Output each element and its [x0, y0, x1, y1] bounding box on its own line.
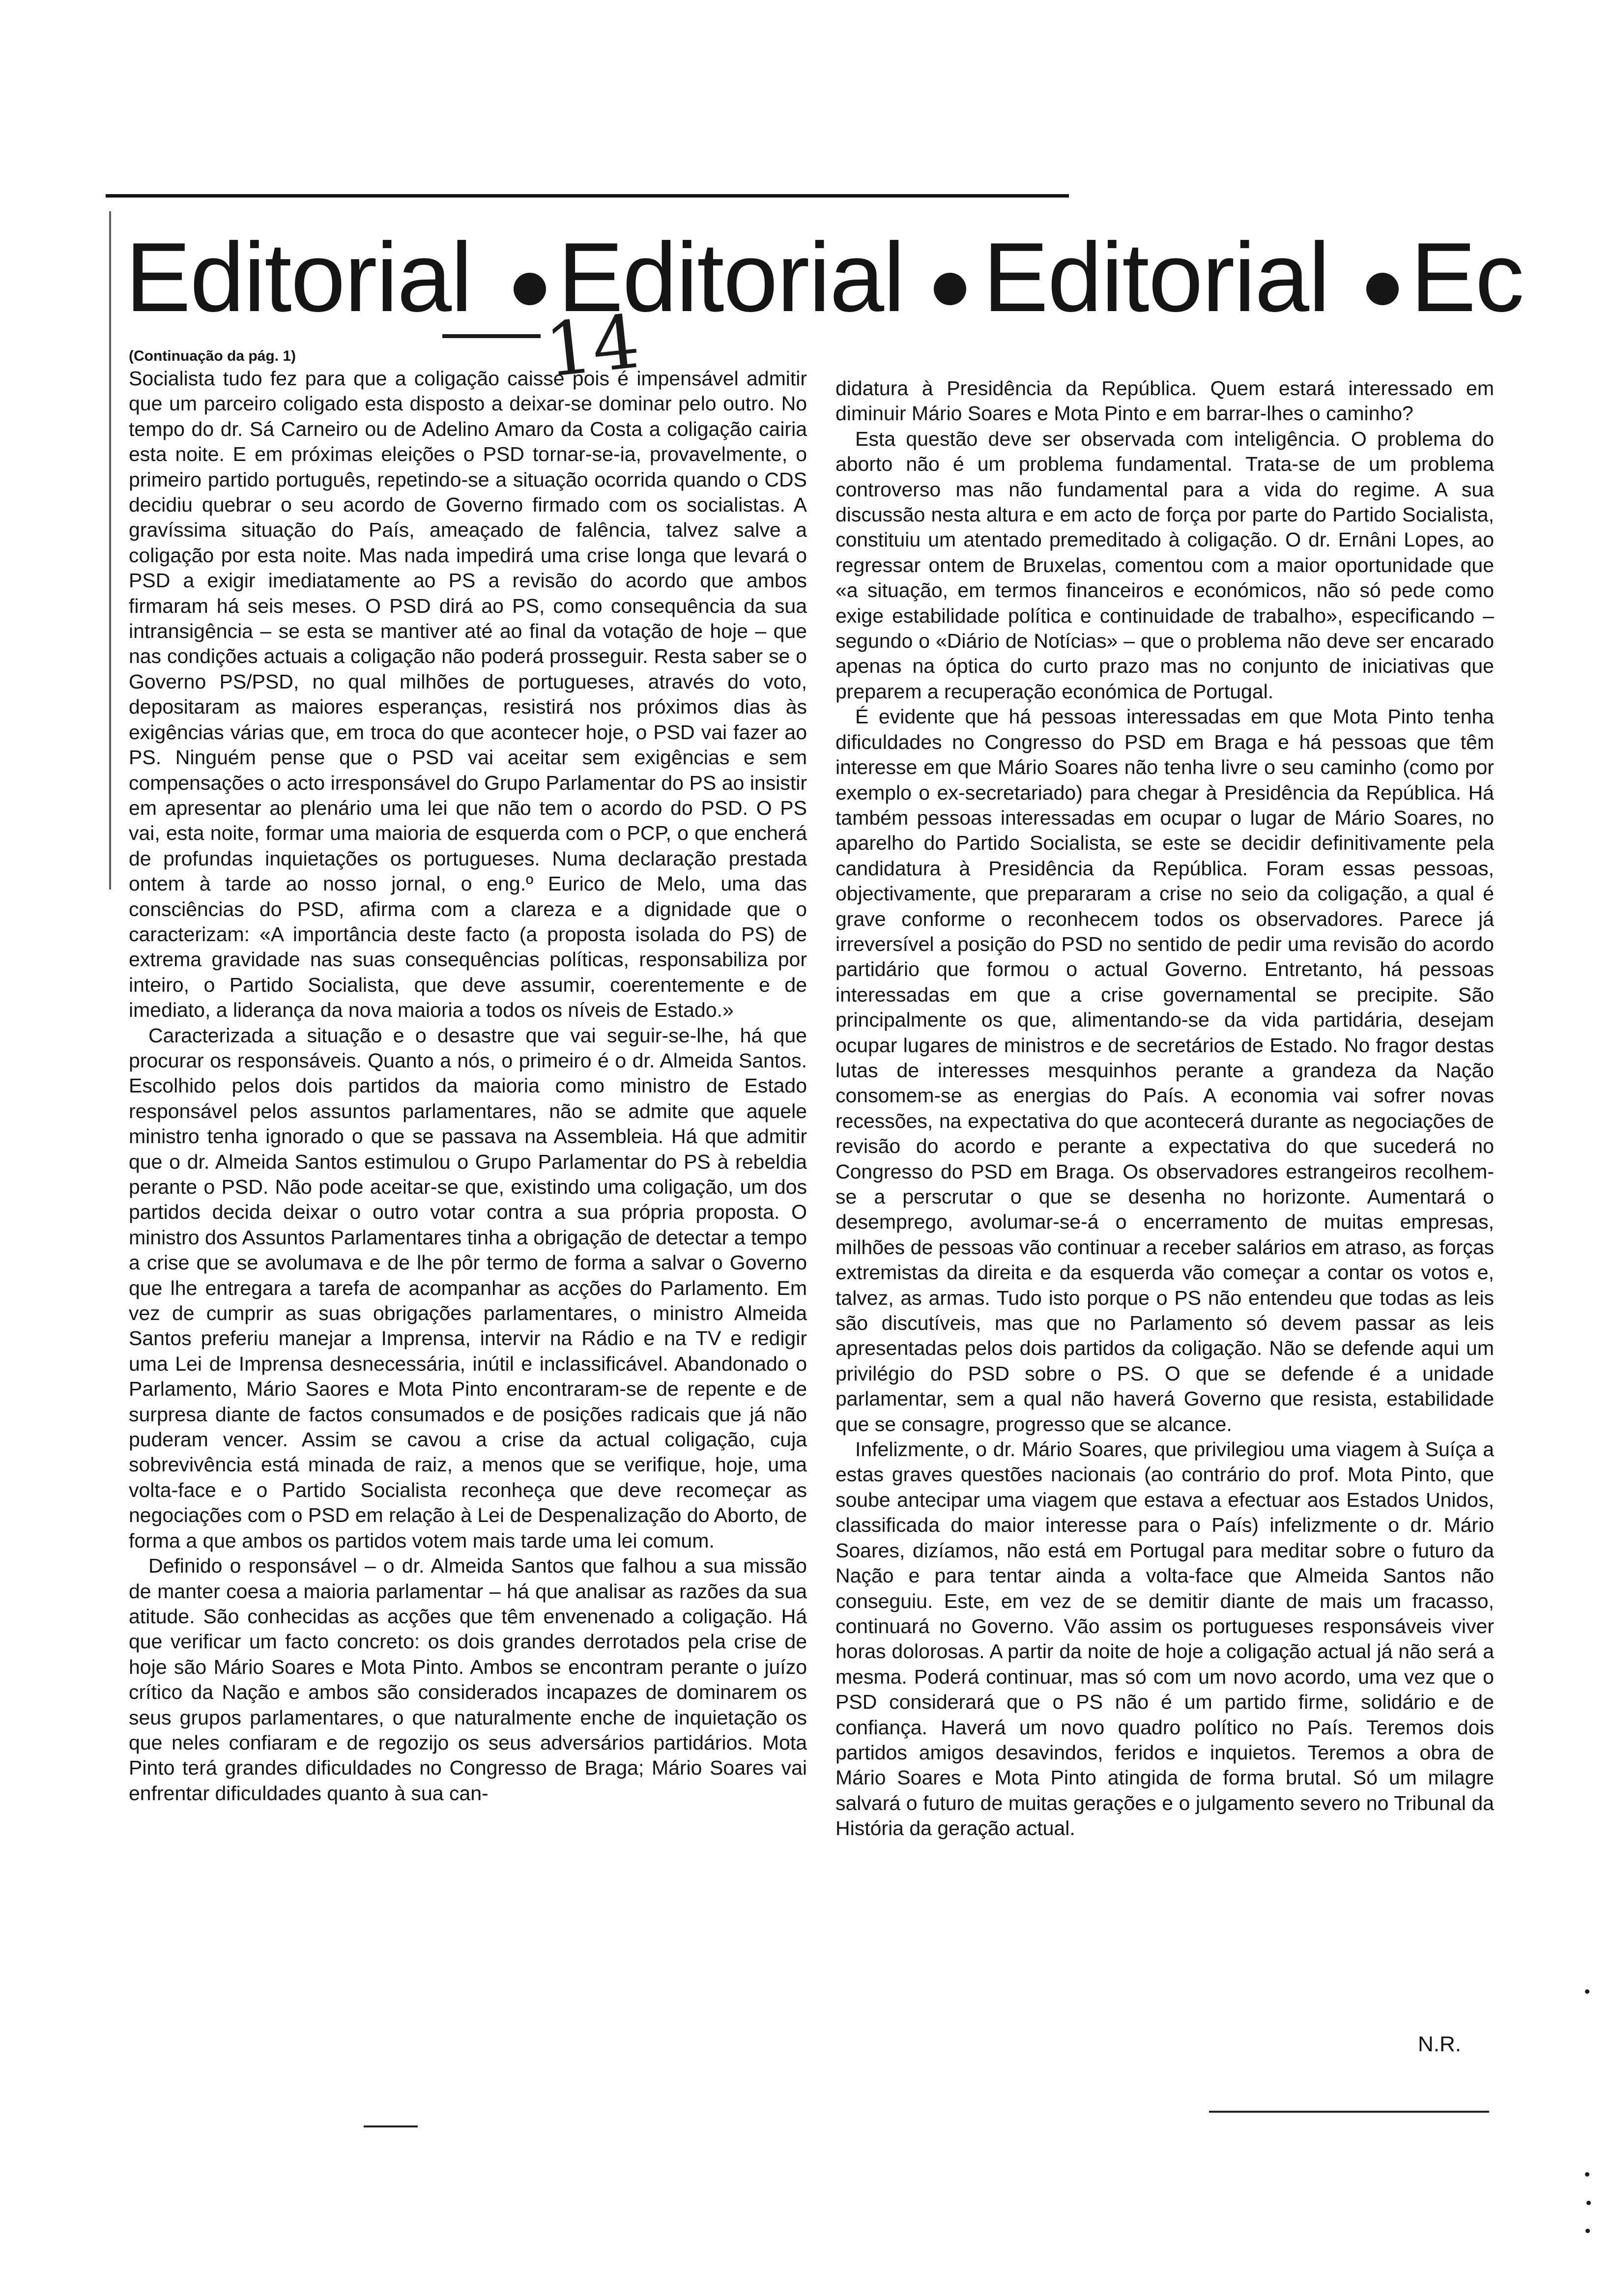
paragraph: Socialista tudo fez para que a coligação caisse pois é impensável admitir que um parceiro coligado esta disposto a deixar-se dominar pelo outro. No tempo do dr. Sá Carneiro ou de Adelino Amaro da Costa a coligação cairia esta noite. E em próximas eleições o PSD tornar-se-ia, provavelmente, o primeiro partido português, repetindo-se a situação ocorrida quando o CDS decidiu quebrar o seu acordo de Governo firmado com os socialistas. A gravíssima situação do País, ameaçado de falência, talvez salve a coligação por esta noite. Mas nada impedirá uma crise longa que levará o PSD a exigir imediatamente ao PS a revisão do acordo que ambos firmaram há seis meses. O PSD dirá ao PS, como consequência da sua intransigência – se esta se mantiver até ao final da votação de hoje – que nas condições actuais a coligação não poderá prosseguir. Resta saber se o Governo PS/PSD, no qual milhões de portugueses, através do voto, depositaram as maiores esperanças, resistirá nos próximos dias às exigências várias que, em troca do que acontecer hoje, o PSD vai fazer ao PS. Ninguém pense que o PSD vai aceitar sem exigências e sem compensações o acto irresponsável do Grupo Parlamentar do PS ao insistir em apresentar ao plenário uma lei que não tem o acordo do PSD. O PS vai, esta noite, formar uma maioria de esquerda com o PCP, o que encherá de profundas inquietações os portugueses. Numa declaração prestada ontem à tarde ao nosso jornal, o eng.º Eurico de Melo, uma das consciências do PSD, afirma com a clareza e a dignidade que o caracterizam: «A importância deste facto (a proposta isolada do PS) de extrema gravidade nas suas consequências políticas, responsabiliza por inteiro, o Partido Socialista, que deve assumir, coerentemente e de imediato, a liderança da nova maioria a todos os níveis de Estado.» [129, 367, 807, 1022]
paragraph: Definido o responsável – o dr. Almeida Santos que falhou a sua missão de manter coesa a maioria parlamentar – há que analisar as razões da sua atitude. São conhecidas as acções que têm envenenado a coligação. Há que verificar um facto concreto: os dois grandes derrotados pela crise de hoje são Mário Soares e Mota Pinto. Ambos se encontram perante o juízo crítico da Nação e ambos são considerados incapazes de dominarem os seus grupos parlamentares, o que naturalmente enche de inquietação os que neles confiaram e de regozijo os seus adversários partidários. Mota Pinto terá grandes dificuldades no Congresso de Braga; Mário Soares vai enfrentar dificuldades quanto à sua can- [129, 1554, 807, 1805]
bullet-icon [934, 273, 966, 305]
bullet-icon [514, 273, 546, 305]
top-rule [106, 194, 1069, 198]
left-column [129, 366, 807, 1806]
masthead-word-4: Ec [1410, 223, 1524, 332]
scan-speck [1585, 2229, 1590, 2233]
paragraph: Esta questão deve ser observada com inteligência. O problema do aborto não é um problema fundamental. Trata-se de um problema controverso mas não fundamental para a vida do regime. A sua discussão nesta altura e em acto de força por parte do Partido Socialista, constituiu um atentado premeditado à coligação. O dr. Ernâni Lopes, ao regressar ontem de Bruxelas, comentou com a maior oportunidade que «a situação, em termos financeiros e económicos, não só pede como exige estabilidade política e continuidade de trabalho», especificando – segundo o «Diário de Notícias» – que o problema não deve ser encarado apenas na óptica do curto prazo mas no conjunto de iniciativas que preparem a recuperação económica de Portugal. [835, 427, 1494, 703]
masthead-word-1: Editorial [125, 223, 472, 332]
scan-speck [1585, 1989, 1589, 1994]
paragraph: É evidente que há pessoas interessadas em que Mota Pinto tenha dificuldades no Congresso do PSD em Braga e há pessoas que têm interesse em que Mário Soares não tenha livre o seu caminho (como por exemplo o ex-secretariado) para chegar à Presidência da República. Há também pessoas interessadas em ocupar o lugar de Mário Soares, no aparelho do Partido Socialista, se este se decidir definitivamente pela candidatura à Presidência da República. Foram essas pessoas, objectivamente, que prepararam a crise no seio da coligação, a qual é grave conforme o reconhecem todos os observadores. Parece já irreversível a posição do PSD no sentido de pedir uma revisão do acordo partidário que formou o actual Governo. Entretanto, há pessoas interessadas em que a crise governamental se precipite. São principalmente os que, alimentando-se da vida partidária, desejam ocupar lugares de ministros e de secretários de Estado. No fragor destas lutas de interesses mesquinhos perante a grandeza da Nação consomem-se as energias do País. A economia vai sofrer novas recessões, na expectativa do que acontecerá durante as negociações de revisão do acordo e perante a expectativa do que sucederá no Congresso do PSD em Braga. Os observadores estrangeiros recolhem-se a perscrutar o que se desenha no horizonte. Aumentará o desemprego, avolumar-se-á o encerramento de muitas empresas, milhões de pessoas vão continuar a receber salários em atraso, as forças extremistas da direita e da esquerda vão começar a contar os votos e, talvez, as armas. Tudo isto porque o PS não entendeu que todas as leis são discutíveis, mas que no Parlamento só devem passar as leis apresentadas pelos dois partidos da coligação. Não se defende aqui um privilégio do PSD sobre o PS. O que se defende é a unidade parlamentar, sem a qual não haverá Governo que resista, estabilidade que se consagre, progresso que se alcance. [835, 705, 1495, 1435]
right-column [835, 376, 1494, 1841]
handwritten-page-number: 14 [541, 299, 644, 394]
masthead [125, 216, 1524, 339]
scan-speck [1586, 2201, 1591, 2205]
bottom-short-rule [364, 2125, 418, 2127]
paragraph: didatura à Presidência da República. Quem estará interessado em diminuir Mário Soares e Mota Pinto e em barrar-lhes o caminho? [835, 377, 1494, 425]
paragraph: Caracterizada a situação e o desastre que vai seguir-se-lhe, há que procurar os responsáveis. Quanto a nós, o primeiro é o dr. Almeida Santos. Escolhido pelos dois partidos da maioria como ministro de Estado responsável pelos assuntos parlamentares, não se admite que aquele ministro tenha ignorado o que se passava na Assembleia. Há que admitir que o dr. Almeida Santos estimulou o Grupo Parlamentar do PS à rebeldia perante o PSD. Não pode aceitar-se que, existindo uma coligação, um dos partidos decida deixar o outro votar contra a sua própria proposta. O ministro dos Assuntos Parlamentares tinha a obrigação de detectar a tempo a crise que se avolumava e de lhe pôr termo de forma a salvar o Governo que lhe entregara a tarefa de acompanhar as acções do Parlamento. Em vez de cumprir as suas obrigações parlamentares, o ministro Almeida Santos preferiu manejar a Imprensa, intervir na Rádio e na TV e redigir uma Lei de Imprensa desnecessária, inútil e inclassificável. Abandonado o Parlamento, Mário Saores e Mota Pinto encontraram-se de repente e de surpresa diante de factos consumados e de posições radicais que já não puderam vencer. Assim se cavou a crise da actual coligação, cuja sobrevivência está minada de raiz, a menos que se verifique, hoje, uma volta-face e o Partido Socialista reconheça que deve recomeçar as negociações com o PSD em relação à Lei de Despenalização do Aborto, de forma a que ambos os partidos votem mais tarde uma lei comum. [129, 1024, 807, 1552]
paragraph: Infelizmente, o dr. Mário Soares, que privilegiou uma viagem à Suíça a estas graves questões nacionais (ao contrário do prof. Mota Pinto, que soube antecipar uma viagem que estava a efectuar aos Estados Unidos, classificada do maior interesse para o País) infelizmente o dr. Mário Soares, dizíamos, não está em Portugal para meditar sobre o futuro da Nação e para tentar ainda a volta-face que Almeida Santos não conseguiu. Este, em vez de se demitir diante de mais um fracasso, continuará no Governo. Vão assim os portugueses responsáveis viver horas dolorosas. A partir da noite de hoje a coligação actual já não será a mesma. Poderá continuar, mas só com um novo acordo, uma vez que o PSD considerará que o PS não é um partido firme, solidário e de confiança. Haverá um novo quadro político no País. Teremos dois partidos amigos desavindos, feridos e inquietos. Teremos a obra de Mário Soares e Mota Pinto atingida de forma brutal. Só um milagre salvará o futuro de muitas gerações e o julgamento severo no Tribunal da História da geração actual. [835, 1438, 1494, 1840]
continuation-note: (Continuação da pág. 1) [129, 348, 296, 364]
masthead-word-2: Editorial [558, 223, 904, 332]
bullet-icon [1366, 273, 1399, 305]
bottom-rule [1209, 2111, 1489, 2113]
handwritten-underline [442, 334, 541, 338]
scan-speck [1585, 2172, 1589, 2177]
author-signature: N.R. [1418, 2032, 1461, 2056]
left-margin-rule [109, 211, 111, 890]
masthead-word-3: Editorial [983, 223, 1329, 332]
